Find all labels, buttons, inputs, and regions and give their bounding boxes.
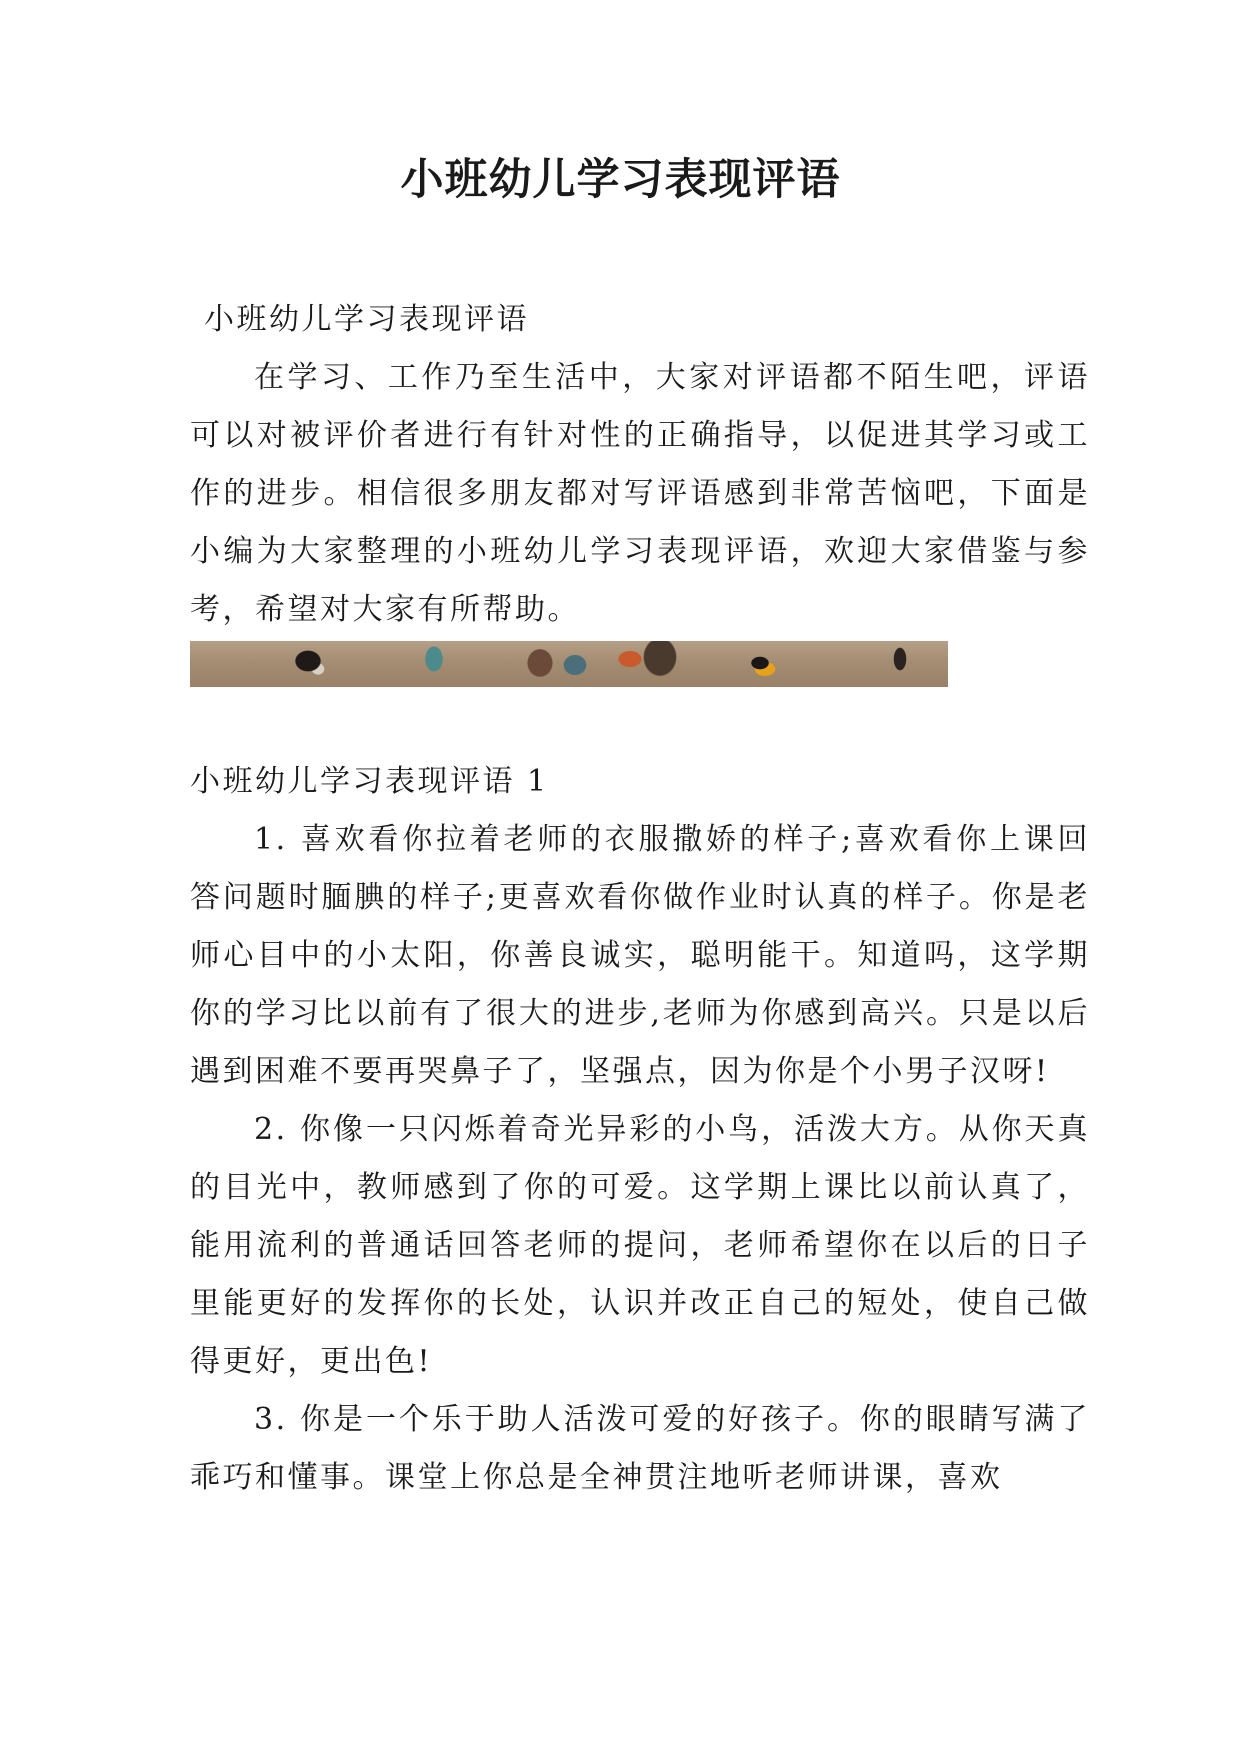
document-subtitle: 小班幼儿学习表现评语	[204, 302, 529, 337]
comment-item-2: 2. 你像一只闪烁着奇光异彩的小鸟，活泼大方。从你天真的目光中，教师感到了你的可爱。这学期上课比以前认真了，能用流利的普通话回答老师的提问，老师希望你在以后的日子里能更好的发挥你的长处，认识并改正自己的短处，使自己做得更好，更出色!	[190, 1112, 1090, 1379]
document-body	[190, 291, 1090, 1507]
intro-paragraph: 在学习、工作乃至生活中，大家对评语都不陌生吧，评语可以对被评价者进行有针对性的正确指导，以促进其学习或工作的进步。相信很多朋友都对写评语感到非常苦恼吧，下面是小编为大家整理的小班幼儿学习表现评语，欢迎大家借鉴与参考，希望对大家有所帮助。	[190, 360, 1090, 627]
comment-item-3: 3. 你是一个乐于助人活泼可爱的好孩子。你的眼睛写满了乖巧和懂事。课堂上你总是全神贯注地听老师讲课，喜欢	[190, 1402, 1090, 1495]
document-title: 小班幼儿学习表现评语	[400, 155, 841, 205]
comment-item-1: 1. 喜欢看你拉着老师的衣服撒娇的样子;喜欢看你上课回答问题时腼腆的样子;更喜欢看你做作业时认真的样子。你是老师心目中的小太阳，你善良诚实，聪明能干。知道吗，这学期你的学习比以前有了很大的进步,老师为你感到高兴。只是以后遇到困难不要再哭鼻子了，坚强点，因为你是个小男子汉呀!	[190, 822, 1090, 1089]
spacer	[190, 687, 1090, 753]
section-heading: 小班幼儿学习表现评语 1	[190, 764, 549, 799]
banner-image	[190, 641, 948, 687]
